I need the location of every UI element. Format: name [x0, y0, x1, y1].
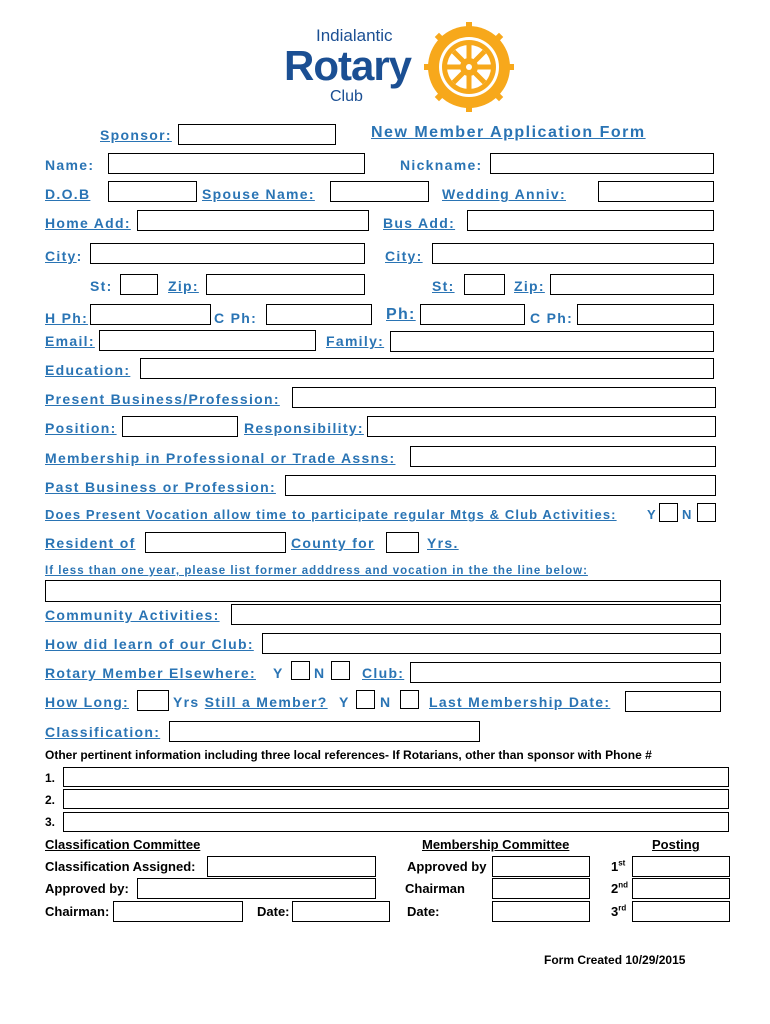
classification-date-label: Date: [257, 904, 290, 919]
home-phone-field[interactable] [90, 304, 211, 325]
yrs-still-member-label [173, 694, 328, 710]
former-address-field[interactable] [45, 580, 721, 602]
sponsor-field[interactable] [178, 124, 336, 145]
how-learn-label: How did learn of our Club: [45, 636, 254, 652]
education-label: Education: [45, 362, 131, 378]
present-business-field[interactable] [292, 387, 716, 408]
home-phone-label: H Ph: [45, 310, 89, 326]
home-zip-field[interactable] [206, 274, 365, 295]
club-logo [282, 20, 514, 112]
position-field[interactable] [122, 416, 238, 437]
resident-of-field[interactable] [145, 532, 286, 553]
logo-main-text: Rotary [284, 42, 412, 89]
bus-zip-field[interactable] [550, 274, 714, 295]
resident-of-label: Resident of [45, 535, 136, 551]
bus-city-field[interactable] [432, 243, 714, 264]
name-label: Name: [45, 157, 95, 173]
bus-add-field[interactable] [467, 210, 714, 231]
bus-st-label: St: [432, 278, 455, 294]
reference-2-field[interactable] [63, 789, 729, 809]
vocation-no-label: N [682, 507, 693, 522]
vocation-yes-checkbox[interactable] [659, 503, 678, 522]
club-field[interactable] [410, 662, 721, 683]
posting-3rd-field[interactable] [632, 901, 730, 922]
last-membership-date-label: Last Membership Date: [429, 694, 611, 710]
membership-approved-by-field[interactable] [492, 856, 590, 877]
bus-zip-label: Zip: [514, 278, 545, 294]
home-st-text: St [90, 278, 107, 294]
spouse-name-label: Spouse Name: [202, 186, 315, 202]
membership-date-label: Date: [407, 904, 440, 919]
rotary-elsewhere-yes-label: Y [273, 665, 284, 681]
vocation-yes-label: Y [647, 507, 657, 522]
classification-committee-heading: Classification Committee [45, 837, 201, 852]
email-label: Email: [45, 333, 95, 349]
responsibility-field[interactable] [367, 416, 716, 437]
reference-1-number: 1. [45, 771, 56, 785]
yrs-text: Yrs [173, 694, 205, 710]
form-created-date: Form Created 10/29/2015 [544, 953, 686, 967]
wedding-anniv-label: Wedding Anniv: [442, 186, 566, 202]
home-st-colon: : [106, 278, 113, 294]
home-st-field[interactable] [120, 274, 158, 295]
chairman-field[interactable] [113, 901, 243, 922]
county-years-field[interactable] [386, 532, 419, 553]
less-than-year-note: If less than one year, please list former adddress and vocation in the the line below: [45, 565, 588, 577]
bus-city-label: City: [385, 248, 423, 264]
home-city-text: City [45, 248, 77, 264]
membership-chairman-label: Chairman [405, 881, 465, 896]
county-for-label: County for [291, 535, 375, 551]
cell-phone-field[interactable] [266, 304, 372, 325]
membership-assns-label: Membership in Professional or Trade Assns: [45, 450, 396, 466]
reference-3-number: 3. [45, 815, 56, 829]
dob-label: D.O.B [45, 186, 91, 202]
posting-2nd-sup: nd [618, 880, 629, 890]
reference-3-field[interactable] [63, 812, 729, 832]
home-add-field[interactable] [137, 210, 369, 231]
bus-st-field[interactable] [464, 274, 505, 295]
rotary-elsewhere-label: Rotary Member Elsewhere: [45, 665, 256, 681]
last-membership-date-field[interactable] [625, 691, 721, 712]
rotary-elsewhere-yes-checkbox[interactable] [291, 661, 310, 680]
home-city-field[interactable] [90, 243, 365, 264]
club-label: Club: [362, 665, 405, 681]
how-long-field[interactable] [137, 690, 169, 711]
posting-1st-field[interactable] [632, 856, 730, 877]
classification-assigned-field[interactable] [207, 856, 376, 877]
still-member-text: Still a Member? [204, 694, 328, 710]
reference-2-number: 2. [45, 793, 56, 807]
membership-committee-heading: Membership Committee [422, 837, 570, 852]
membership-chairman-field[interactable] [492, 878, 590, 899]
dob-field[interactable] [108, 181, 197, 202]
education-field[interactable] [140, 358, 714, 379]
rotary-wheel-icon [424, 22, 514, 112]
posting-2nd-label [611, 881, 628, 897]
posting-1st-num: 1 [611, 859, 619, 874]
membership-date-field[interactable] [492, 901, 590, 922]
years-label: Yrs. [427, 535, 459, 551]
rotary-elsewhere-no-checkbox[interactable] [331, 661, 350, 680]
name-field[interactable] [108, 153, 365, 174]
posting-3rd-num: 3 [611, 904, 619, 919]
chairman-label: Chairman: [45, 904, 110, 919]
home-st-label [90, 278, 113, 294]
nickname-label: Nickname: [400, 157, 483, 173]
bus-add-label: Bus Add: [383, 215, 456, 231]
responsibility-label: Responsibility: [244, 420, 364, 436]
nickname-field[interactable] [490, 153, 714, 174]
classification-field[interactable] [169, 721, 480, 742]
classification-label: Classification: [45, 724, 161, 740]
vocation-no-checkbox[interactable] [697, 503, 716, 522]
community-activities-label: Community Activities: [45, 607, 220, 623]
still-member-no-checkbox[interactable] [400, 690, 419, 709]
spouse-name-field[interactable] [330, 181, 429, 202]
past-business-field[interactable] [285, 475, 716, 496]
vocation-question-label: Does Present Vocation allow time to participate regular Mtgs & Club Activities: [45, 507, 617, 522]
posting-heading: Posting [652, 837, 700, 852]
bus-cell-phone-label: C Ph: [530, 310, 574, 326]
still-member-no-label: N [380, 694, 392, 710]
classification-assigned-label: Classification Assigned: [45, 859, 196, 874]
community-activities-field[interactable] [231, 604, 721, 625]
form-title: New Member Application Form [371, 124, 646, 141]
present-business-label: Present Business/Profession: [45, 391, 280, 407]
posting-2nd-field[interactable] [632, 878, 730, 899]
membership-assns-field[interactable] [410, 446, 716, 467]
how-long-label: How Long: [45, 694, 130, 710]
approved-by-field[interactable] [137, 878, 376, 899]
membership-approved-by-label: Approved by [407, 859, 487, 874]
position-label: Position: [45, 420, 117, 436]
bus-cell-phone-field[interactable] [577, 304, 714, 325]
still-member-yes-checkbox[interactable] [356, 690, 375, 709]
home-add-label: Home Add: [45, 215, 131, 231]
posting-2nd-num: 2 [611, 881, 619, 896]
home-city-colon: : [76, 248, 83, 264]
logo-top-text: Indialantic [316, 26, 393, 45]
posting-1st-sup: st [618, 858, 626, 868]
posting-1st-label [611, 859, 625, 875]
logo-sub-text: Club [330, 88, 363, 105]
posting-3rd-label [611, 904, 626, 920]
home-zip-label: Zip: [168, 278, 199, 294]
bus-phone-label: Ph: [386, 306, 416, 323]
reference-1-field[interactable] [63, 767, 729, 787]
classification-date-field[interactable] [292, 901, 390, 922]
email-field[interactable] [99, 330, 316, 351]
how-learn-field[interactable] [262, 633, 721, 654]
posting-3rd-sup: rd [618, 903, 627, 913]
approved-by-label: Approved by: [45, 881, 129, 896]
cell-phone-label: C Ph: [214, 310, 258, 326]
family-field[interactable] [390, 331, 714, 352]
other-info-note: Other pertinent information including three local references- If Rotarians, other than sponsor with Phone # [45, 748, 652, 762]
still-member-yes-label: Y [339, 694, 350, 710]
rotary-elsewhere-no-label: N [314, 665, 326, 681]
family-label: Family: [326, 333, 385, 349]
sponsor-label: Sponsor: [100, 127, 172, 143]
home-city-label [45, 248, 83, 264]
past-business-label: Past Business or Profession: [45, 479, 276, 495]
bus-phone-field[interactable] [420, 304, 525, 325]
wedding-anniv-field[interactable] [598, 181, 714, 202]
